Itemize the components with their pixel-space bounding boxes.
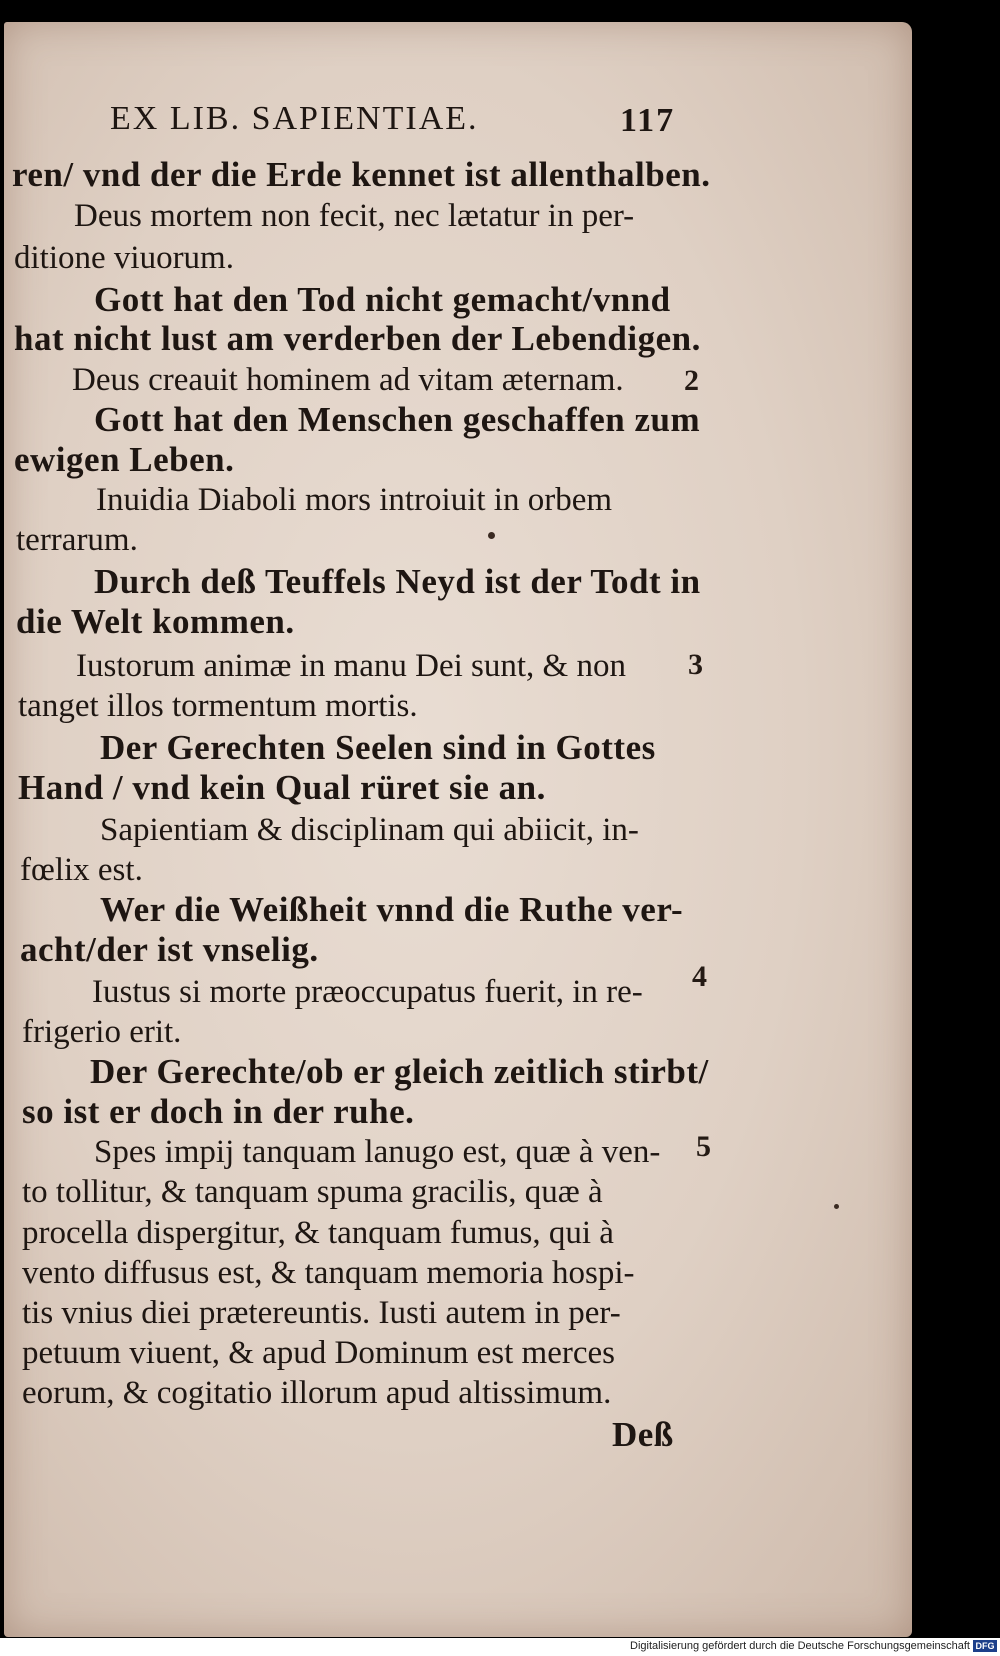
text-line: Sapientiam & disciplinam qui abiicit, in-: [100, 812, 639, 848]
text-line: Der Gerechte/ob er gleich zeitlich stirbt/: [90, 1052, 709, 1091]
text-line: fœlix est.: [20, 852, 143, 888]
text-line: ren/ vnd der die Erde kennet ist allenthalben.: [12, 155, 711, 194]
running-head: EX LIB. SAPIENTIAE.: [110, 100, 479, 137]
text-line: Deus mortem non fecit, nec lætatur in per-: [74, 198, 635, 234]
catchword: Deß: [612, 1415, 674, 1454]
text-line: Iustus si morte præoccupatus fuerit, in re-: [92, 974, 643, 1010]
text-line: vento diffusus est, & tanquam memoria hospi-: [22, 1255, 635, 1291]
text-line: Deus creauit hominem ad vitam æternam.: [72, 362, 624, 398]
text-line: frigerio erit.: [22, 1014, 182, 1050]
text-line: ewigen Leben.: [14, 440, 235, 479]
text-line: terrarum.: [16, 522, 138, 558]
text-line: tanget illos tormentum mortis.: [18, 688, 418, 724]
text-line: acht/der ist vnselig.: [20, 930, 319, 969]
text-line: Inuidia Diaboli mors introiuit in orbem: [96, 482, 613, 518]
text-line: so ist er doch in der ruhe.: [22, 1092, 415, 1131]
text-line: ditione viuorum.: [14, 240, 234, 276]
text-line: petuum viuent, & apud Dominum est merces: [22, 1335, 615, 1371]
page-number: 117: [620, 102, 676, 139]
footer-credit: Digitalisierung gefördert durch die Deutsche Forschungsgemeinschaft: [630, 1640, 970, 1652]
margin-verse-number: 4: [692, 960, 707, 993]
text-line: Gott hat den Menschen geschaffen zum: [94, 400, 701, 439]
margin-verse-number: 3: [688, 648, 703, 681]
text-line: Wer die Weißheit vnnd die Ruthe ver-: [100, 890, 684, 929]
margin-verse-number: 5: [696, 1130, 711, 1163]
margin-verse-number: 2: [684, 364, 699, 397]
text-line: procella dispergitur, & tanquam fumus, qui à: [22, 1215, 614, 1251]
ink-speck: [488, 532, 495, 539]
text-line: eorum, & cogitatio illorum apud altissimum.: [22, 1375, 612, 1411]
book-page: [4, 22, 912, 1637]
dfg-logo: DFG: [973, 1640, 997, 1652]
text-line: die Welt kommen.: [16, 602, 295, 641]
text-line: Spes impij tanquam lanugo est, quæ à ven-: [94, 1134, 661, 1170]
text-line: tis vnius diei prætereuntis. Iusti autem in per-: [22, 1295, 621, 1331]
text-line: to tollitur, & tanquam spuma gracilis, quæ à: [22, 1174, 603, 1210]
text-line: Der Gerechten Seelen sind in Gottes: [100, 728, 656, 767]
text-line: Hand / vnd kein Qual rüret sie an.: [18, 768, 546, 807]
ink-speck: [834, 1204, 839, 1209]
text-line: Iustorum animæ in manu Dei sunt, & non: [76, 648, 626, 684]
text-line: Gott hat den Tod nicht gemacht/vnnd: [94, 280, 671, 319]
text-line: Durch deß Teuffels Neyd ist der Todt in: [94, 562, 701, 601]
text-line: hat nicht lust am verderben der Lebendigen.: [14, 319, 701, 358]
